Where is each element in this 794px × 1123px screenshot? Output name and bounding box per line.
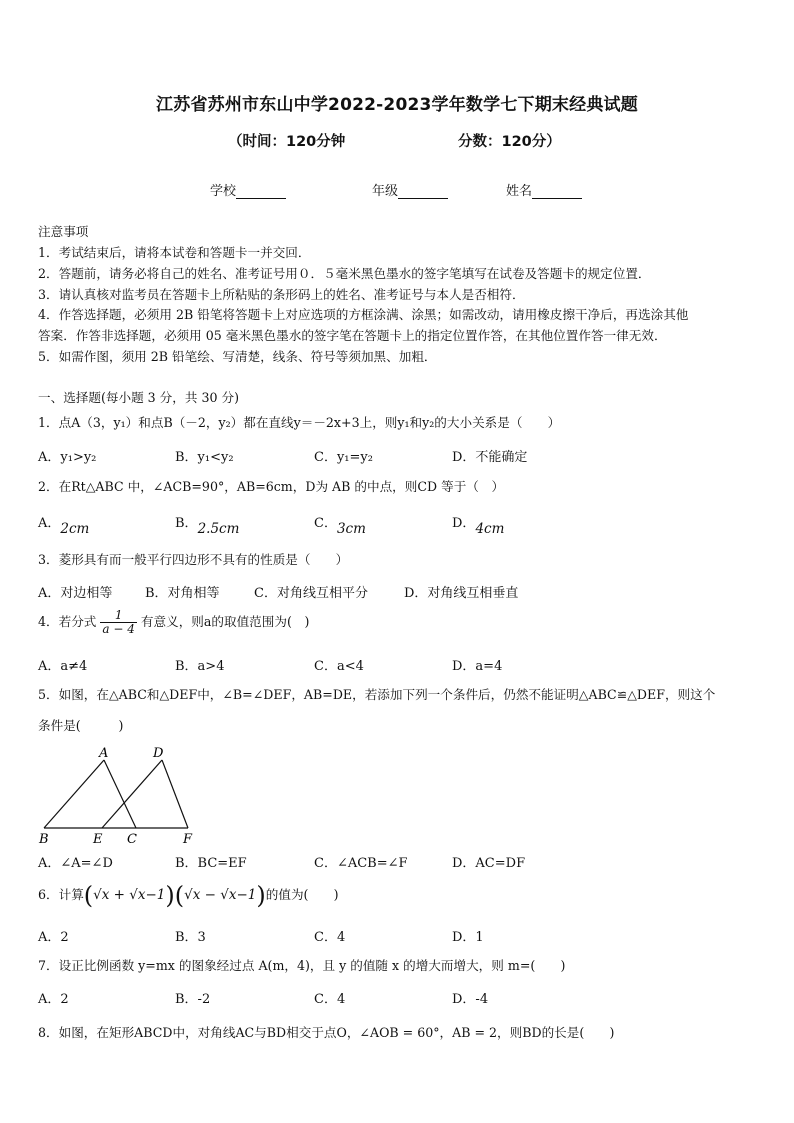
q3-option-a[interactable]: A．对边相等 — [38, 586, 113, 601]
q2-option-c-label: C． — [314, 516, 337, 531]
q2-stem: 2．在Rt△ABC 中，∠ACB=90°，AB=6cm，D为 AB 的中点，则CD 等于（ ） — [38, 479, 505, 494]
q2-option-d[interactable] — [452, 512, 505, 537]
q5-option-d[interactable]: D．AC=DF — [452, 856, 526, 871]
q4-stem — [38, 609, 309, 636]
q2-option-d-value: 4cm — [475, 521, 505, 537]
q6-option-c[interactable]: C．4 — [314, 930, 346, 945]
point-label-a: A — [99, 746, 109, 761]
q2-option-a-value: 2cm — [60, 521, 90, 537]
notice-item: 答案．作答非选择题，必须用 05 毫米黑色墨水的签字笔在答题卡上的指定位置作答，在其他位置作答一律无效． — [38, 328, 667, 343]
q4-fraction — [100, 609, 136, 636]
name-label: 姓名 — [506, 184, 533, 199]
q2-option-a[interactable] — [38, 512, 90, 537]
q4-option-c[interactable]: C．a<4 — [314, 659, 364, 674]
q4-fraction-denominator: a − 4 — [102, 622, 135, 636]
q2-option-a-label: A． — [38, 516, 61, 531]
q6-paren-close-1: ) — [165, 881, 175, 910]
notice-item: 3．请认真核对监考员在答题卡上所粘贴的条形码上的姓名、准考证号与本人是否相符． — [38, 287, 525, 302]
q6-paren-open-2: ( — [174, 881, 185, 910]
q6-paren-close-2: ) — [256, 881, 266, 910]
q7-option-a[interactable]: A．2 — [38, 992, 69, 1007]
q1-stem: 1．点A（3，y₁）和点B（－2，y₂）都在直线y＝－2x+3上，则y₁和y₂的大小关系是（ ） — [38, 415, 561, 430]
q4-stem-post: 有意义，则a的取值范围为( ) — [140, 614, 310, 629]
q1-option-b[interactable]: B．y₁<y₂ — [175, 450, 234, 465]
point-label-d: D — [153, 746, 164, 761]
notice-item: 4．作答选择题，必须用 2B 铅笔将答题卡上对应选项的方框涂满、涂黑；如需改动，请用橡皮擦干净后，再选涂其他 — [38, 307, 689, 322]
notice-heading: 注意事项 — [38, 224, 89, 239]
q2-option-c[interactable] — [314, 512, 366, 537]
q7-option-d[interactable]: D．-4 — [452, 992, 489, 1007]
q6-stem-post: 的值为( ) — [265, 887, 339, 902]
q4-stem-pre: 4．若分式 — [38, 614, 97, 629]
q8-stem: 8．如图，在矩形ABCD中，对角线AC与BD相交于点O，∠AOB = 60°，AB = 2，则BD的长是( ) — [38, 1025, 615, 1040]
q3-stem: 3．菱形具有而一般平行四边形不具有的性质是（ ） — [38, 552, 349, 567]
q1-option-a[interactable]: A．y₁>y₂ — [38, 450, 97, 465]
q2-option-b[interactable] — [175, 512, 240, 537]
name-blank — [532, 184, 582, 199]
point-label-e: E — [93, 832, 103, 846]
q6-stem — [38, 881, 339, 910]
q2-option-b-label: B． — [175, 516, 198, 531]
q6-option-d[interactable]: D．1 — [452, 930, 484, 945]
q5-option-a[interactable]: A．∠A=∠D — [38, 856, 113, 871]
q3-option-c[interactable]: C．对角线互相平分 — [254, 586, 368, 601]
q6-paren-open-1: ( — [83, 881, 94, 910]
exam-title: 江苏省苏州市东山中学2022-2023学年数学七下期末经典试题 — [156, 95, 638, 115]
grade-blank — [398, 184, 448, 199]
exam-score: 分数：120分） — [458, 134, 561, 150]
segment-df — [162, 760, 188, 828]
q6-option-b[interactable]: B．3 — [175, 930, 206, 945]
q2-option-c-value: 3cm — [336, 521, 366, 537]
q4-fraction-numerator: 1 — [100, 609, 136, 623]
q3-option-b[interactable]: B．对角相等 — [145, 586, 220, 601]
q4-option-a[interactable]: A．a≠4 — [38, 659, 88, 674]
notice-item: 1．考试结束后，请将本试卷和答题卡一并交回． — [38, 245, 311, 260]
notice-item: 5．如需作图，须用 2B 铅笔绘、写清楚，线条、符号等须加黑、加粗． — [38, 349, 437, 364]
q5-option-c[interactable]: C．∠ACB=∠F — [314, 856, 408, 871]
q6-option-a[interactable]: A．2 — [38, 930, 69, 945]
grade-field — [372, 180, 448, 199]
q1-option-d[interactable]: D．不能确定 — [452, 450, 528, 465]
exam-time: （时间：120分钟 — [228, 134, 346, 150]
section-heading: 一、选择题(每小题 3 分，共 30 分) — [38, 390, 240, 405]
q7-option-c[interactable]: C．4 — [314, 992, 346, 1007]
q6-expression-2: √x − √x−1 — [184, 887, 257, 903]
q7-stem: 7．设正比例函数 y=mx 的图象经过点 A(m，4)，且 y 的值随 x 的增大而增大，则 m=( ) — [38, 958, 566, 973]
segment-de — [102, 760, 162, 828]
q3-option-d[interactable]: D．对角线互相垂直 — [404, 586, 519, 601]
q4-option-d[interactable]: D．a=4 — [452, 659, 503, 674]
notice-item: 2．答题前，请务必将自己的姓名、准考证号用０．５毫米黑色墨水的签字笔填写在试卷及答题卡的规定位置． — [38, 266, 651, 281]
q7-option-b[interactable]: B．-2 — [175, 992, 211, 1007]
q5-option-b[interactable]: B．BC=EF — [175, 856, 247, 871]
grade-label: 年级 — [372, 184, 399, 199]
point-label-b: B — [39, 832, 49, 846]
q2-option-b-value: 2.5cm — [197, 521, 240, 537]
q4-option-b[interactable]: B．a>4 — [175, 659, 225, 674]
q2-option-d-label: D． — [452, 516, 476, 531]
name-field — [506, 180, 582, 199]
segment-ab — [44, 760, 104, 828]
q1-option-c[interactable]: C．y₁=y₂ — [314, 450, 373, 465]
school-field — [210, 180, 286, 199]
school-blank — [236, 184, 286, 199]
q5-stem-line1: 5．如图，在△ABC和△DEF中，∠B=∠DEF，AB=DE，若添加下列一个条件后，仍然不能证明△ABC≌△DEF，则这个 — [38, 687, 716, 702]
q6-expression-1: √x + √x−1 — [93, 887, 166, 903]
school-label: 学校 — [210, 184, 237, 199]
point-label-f: F — [183, 832, 193, 846]
q5-triangle-figure — [36, 744, 206, 846]
q5-stem-line2: 条件是( ) — [38, 718, 124, 733]
q6-stem-pre: 6．计算 — [38, 887, 84, 902]
point-label-c: C — [127, 832, 137, 846]
